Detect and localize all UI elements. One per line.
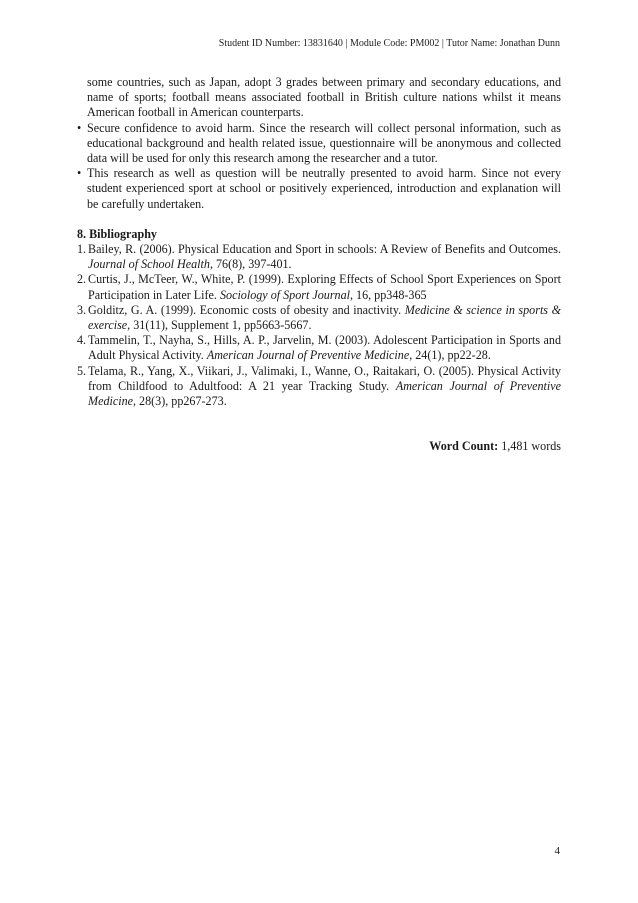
bibliography-entry — [77, 364, 561, 410]
entry-journal: American Journal of Preventive Medicine — [206, 348, 410, 363]
intro-continuation: some countries, such as Japan, adopt 3 grades between primary and secondary educations, and name of sports; football means associated football in British culture nations whilst it means American football in American counterparts. — [87, 75, 561, 120]
entry-authors-title: Curtis, J., McTeer, W., White, P. (1999). Exploring Effects of School Sport Experiences on Sport Participation in Later Life. — [88, 272, 561, 302]
entry-number: 1. — [77, 242, 87, 257]
entry-number: 3. — [77, 302, 87, 317]
entry-journal: Journal of School Health — [88, 257, 210, 272]
entry-journal: Sociology of Sport Journal — [219, 287, 350, 302]
bibliography-entry — [77, 333, 561, 363]
bullet-icon: • — [77, 166, 82, 181]
entry-number: 5. — [77, 363, 87, 378]
entry-authors-title: Telama, R., Yang, X., Viikari, J., Valimaki, I., Wanne, O., Raitakari, O. (2005). Physical Activity from Childfood to Adultfood: A 21 year Tracking Study. — [88, 363, 561, 393]
entry-details: , 24(1), pp22-28. — [409, 348, 491, 363]
page-number: 4 — [554, 845, 560, 857]
word-count-label: Word Count: — [429, 439, 499, 454]
word-count-value: 1,481 words — [498, 439, 561, 454]
bibliography-entry — [77, 242, 561, 272]
entry-details: , 76(8), 397-401. — [209, 257, 292, 272]
entry-details: , 16, pp348-365 — [349, 287, 427, 302]
entry-number: 4. — [77, 333, 87, 348]
ethics-bullet-list — [77, 121, 561, 212]
word-count — [77, 439, 561, 454]
entry-details: , 31(11), Supplement 1, pp5663-5667. — [127, 318, 312, 333]
entry-journal: Medicine & science in sports & exercise — [88, 302, 561, 333]
bullet-text: Secure confidence to avoid harm. Since the research will collect personal information, such as educational background and health related issue, questionnaire will be anonymous and collected data will be used for only this research among the researcher and a tutor. — [87, 120, 561, 166]
entry-authors-title: Tammelin, T., Nayha, S., Hills, A. P., Jarvelin, M. (2003). Adolescent Participation in Sports and Adult Physical Activity. — [88, 333, 561, 363]
entry-authors-title: Bailey, R. (2006). Physical Education and Sport in schools: A Review of Benefits and Outcomes. — [88, 242, 561, 257]
bibliography-heading: 8. Bibliography — [77, 226, 157, 241]
bullet-item — [77, 121, 561, 167]
entry-authors-title: Golditz, G. A. (1999). Economic costs of obesity and inactivity. — [88, 302, 405, 317]
bullet-text: This research as well as question will be neutrally presented to avoid harm. Since not every student experienced sport at school or positively experienced, introduction and explanation will be carefully undertaken. — [87, 166, 561, 211]
entry-journal: American Journal of Preventive Medicine — [88, 378, 561, 409]
bullet-item — [77, 166, 561, 212]
bibliography-list — [77, 242, 561, 409]
bibliography-entry — [77, 272, 561, 302]
bullet-icon: • — [77, 120, 82, 135]
entry-number: 2. — [77, 272, 87, 287]
bibliography-entry — [77, 303, 561, 333]
page-header: Student ID Number: 13831640 | Module Code: PM002 | Tutor Name: Jonathan Dunn — [218, 38, 560, 49]
document-body — [77, 75, 561, 454]
entry-details: , 28(3), pp267-273. — [133, 394, 227, 409]
